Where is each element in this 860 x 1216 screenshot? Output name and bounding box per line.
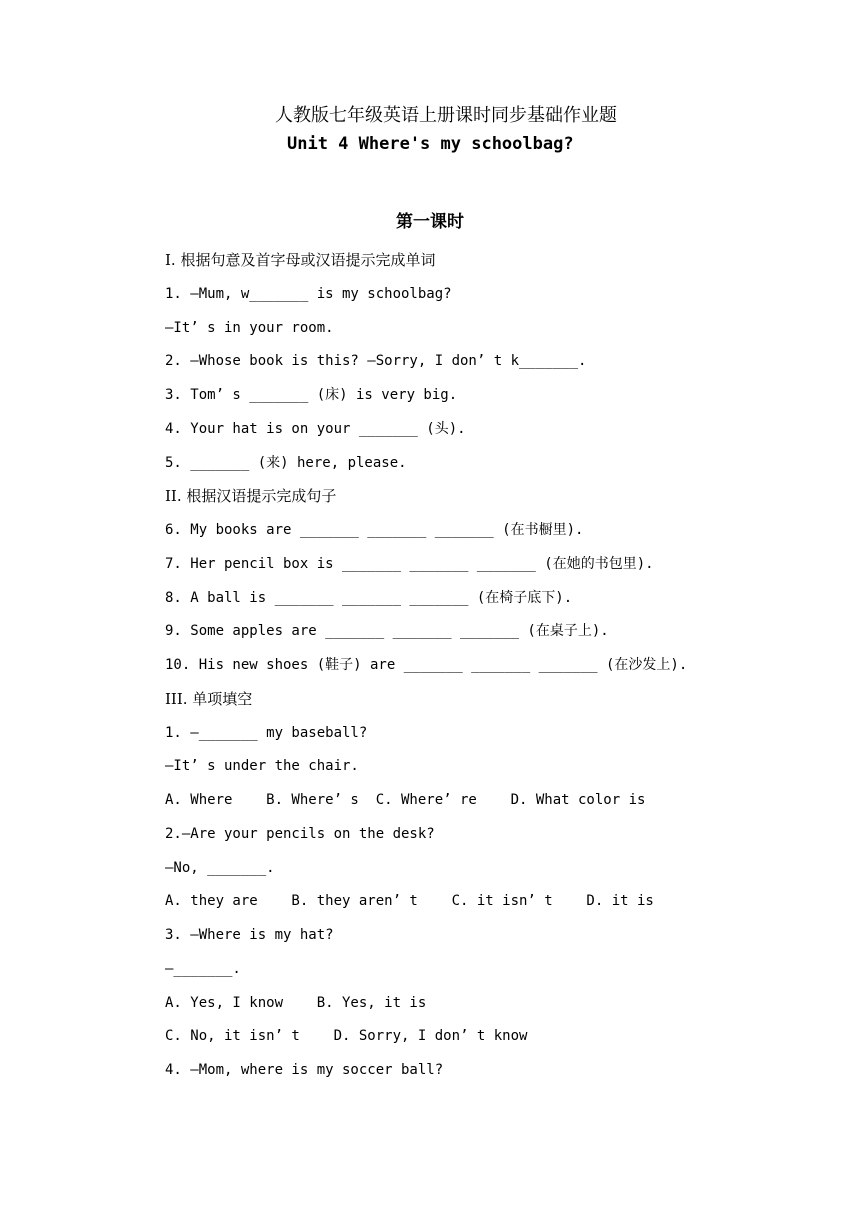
question-line: —It’ s under the chair. (165, 758, 359, 775)
question-line: 1. —_______ my baseball? (165, 724, 368, 741)
question-line: 8. A ball is _______ _______ _______ (在椅子底下). (165, 589, 573, 606)
question-line: —No, _______. (165, 859, 275, 876)
question-line: 2. —Whose book is this? —Sorry, I don’ t k_______. (165, 353, 587, 370)
question-line: 4. Your hat is on your _______ (头). (165, 420, 466, 437)
question-line: 4. —Mom, where is my soccer ball? (165, 1062, 444, 1078)
question-line: 3. Tom’ s _______ (床) is very big. (165, 387, 458, 403)
question-line: —It’ s in your room. (165, 319, 334, 336)
answer-options: A. Where B. Where’ s C. Where’ re D. What color is (165, 792, 646, 808)
section-heading-1: I. 根据句意及首字母或汉语提示完成单词 (165, 251, 436, 269)
question-line: 7. Her pencil box is _______ _______ _______ (在她的书包里). (165, 555, 654, 572)
answer-options: C. No, it isn’ t D. Sorry, I don’ t know (165, 1028, 528, 1045)
question-line: 2.—Are your pencils on the desk? (165, 825, 435, 842)
exercise-body (165, 248, 805, 1092)
question-line: 9. Some apples are _______ _______ _______ (在桌子上). (165, 623, 609, 640)
question-line: 5. _______ (来) here, please. (165, 454, 407, 471)
lesson-heading: 第一课时 (396, 212, 464, 232)
answer-options: A. Yes, I know B. Yes, it is (165, 994, 427, 1011)
question-line: —_______. (165, 960, 241, 977)
question-line: 10. His new shoes (鞋子) are _______ _______ _______ (在沙发上). (165, 657, 688, 673)
answer-options: A. they are B. they aren’ t C. it isn’ t D. it is (165, 893, 654, 910)
document-title-chinese: 人教版七年级英语上册课时同步基础作业题 (275, 105, 617, 126)
section-heading-2: II. 根据汉语提示完成句子 (165, 487, 337, 506)
question-line: 1. —Mum, w_______ is my schoolbag? (165, 285, 452, 302)
section-heading-3: III. 单项填空 (165, 689, 253, 708)
document-title-unit: Unit 4 Where's my schoolbag? (287, 134, 574, 154)
question-line: 3. —Where is my hat? (165, 927, 334, 943)
question-line: 6. My books are _______ _______ _______ (在书橱里). (165, 522, 584, 538)
